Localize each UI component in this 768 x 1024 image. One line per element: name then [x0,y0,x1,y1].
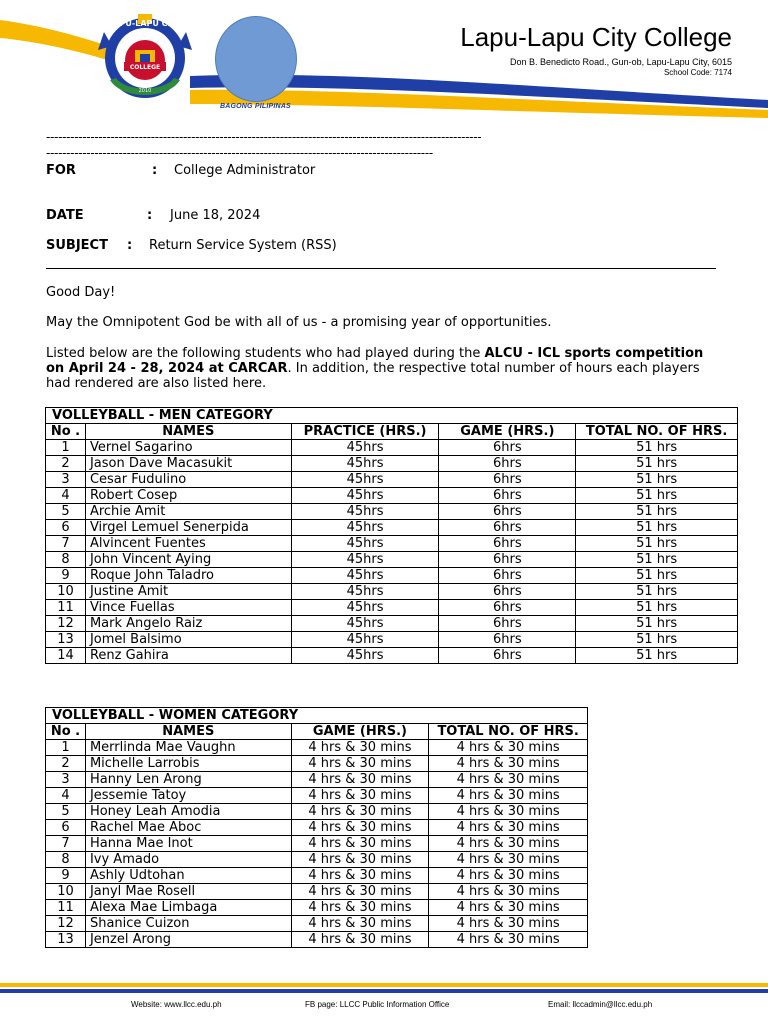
women-cell: 4 hrs & 30 mins [291,820,429,836]
men-cell: Jomel Balsimo [85,632,291,648]
women-cell: 4 hrs & 30 mins [429,852,588,868]
men-cell: 45hrs [291,632,439,648]
women-cell: 4 hrs & 30 mins [429,756,588,772]
men-cell: 45hrs [291,552,439,568]
men-cell: 51 hrs [576,488,738,504]
col-header-practice: PRACTICE (HRS.) [291,424,439,440]
date-colon: : [147,208,153,223]
col-header-game: GAME (HRS.) [439,424,576,440]
men-cell: 45hrs [291,456,439,472]
men-cell: 9 [46,568,86,584]
men-cell: 6hrs [439,552,576,568]
women-cell: Jenzel Arong [85,932,291,948]
women-cell: Rachel Mae Aboc [85,820,291,836]
men-cell: 45hrs [291,616,439,632]
women-cell: 4 hrs & 30 mins [429,788,588,804]
men-cell: Virgel Lemuel Senerpida [85,520,291,536]
men-table-row [46,456,738,472]
men-cell: 6hrs [439,472,576,488]
women-table-row [46,932,588,948]
seal-text-mid: COLLEGE [129,64,161,71]
men-table-row [46,520,738,536]
col-header-names: NAMES [85,724,291,740]
men-cell: 6hrs [439,504,576,520]
women-cell: 12 [46,916,86,932]
men-cell: 45hrs [291,440,439,456]
women-cell: 7 [46,836,86,852]
footer-email: Email: llccadmin@llcc.edu.ph [548,1000,653,1009]
intro-paragraph [46,346,716,391]
women-cell: 4 hrs & 30 mins [291,916,429,932]
men-cell: 45hrs [291,568,439,584]
women-cell: 4 hrs & 30 mins [291,740,429,756]
women-cell: 4 hrs & 30 mins [429,868,588,884]
men-table-body [46,440,738,664]
col-header-names: NAMES [85,424,291,440]
subject-value: Return Service System (RSS) [149,238,337,253]
men-cell: 5 [46,504,86,520]
bagong-pilipinas-label: BAGONG PILIPINAS [220,103,291,110]
school-code: School Code: 7174 [663,68,732,77]
men-table-row [46,472,738,488]
men-cell: 51 hrs [576,440,738,456]
men-cell: 13 [46,632,86,648]
men-cell: 51 hrs [576,472,738,488]
men-cell: 51 hrs [576,616,738,632]
women-cell: 4 hrs & 30 mins [429,820,588,836]
blessing-line: May the Omnipotent God be with all of us - a promising year of opportunities. [46,315,552,330]
college-name: Lapu-Lapu City College [460,22,732,52]
women-cell: 4 hrs & 30 mins [291,788,429,804]
men-table-row [46,648,738,664]
men-cell: 51 hrs [576,632,738,648]
men-table-row [46,552,738,568]
seal-text-top: LAPU-LAPU CITY [108,19,182,28]
for-label: FOR [46,163,76,178]
women-cell: 10 [46,884,86,900]
women-cell: 4 hrs & 30 mins [429,772,588,788]
women-cell: Hanny Len Arong [85,772,291,788]
for-value: College Administrator [174,163,316,178]
svg-text:COLLEGE [130,64,160,71]
greeting: Good Day! [46,285,116,300]
men-cell: 6hrs [439,584,576,600]
women-cell: 8 [46,852,86,868]
intro-post: . In addition, the respective total number of hours each players had rendered are also listed here. [46,361,700,391]
men-cell: 45hrs [291,648,439,664]
men-cell: 6hrs [439,632,576,648]
women-cell: 4 hrs & 30 mins [291,836,429,852]
col-header-no: No . [46,424,86,440]
men-cell: Robert Cosep [85,488,291,504]
men-cell: 45hrs [291,488,439,504]
women-cell: Michelle Larrobis [85,756,291,772]
men-table-row [46,536,738,552]
women-cell: 4 hrs & 30 mins [291,868,429,884]
men-cell: 6hrs [439,520,576,536]
date-label: DATE [46,208,84,223]
svg-text:LAPU-LAPU CITY [108,19,182,28]
svg-text:2010 [139,88,152,94]
men-cell: 12 [46,616,86,632]
men-cell: 51 hrs [576,552,738,568]
women-cell: 4 hrs & 30 mins [291,932,429,948]
women-category-table [45,707,588,948]
women-cell: 4 hrs & 30 mins [429,804,588,820]
subject-colon: : [127,238,133,253]
men-cell: 51 hrs [576,648,738,664]
women-table-row [46,868,588,884]
dash-separator-2: ------------------------------------------------------------------------------------------------ [46,146,433,160]
men-cell: Renz Gahira [85,648,291,664]
men-table-row [46,504,738,520]
women-cell: Shanice Cuizon [85,916,291,932]
men-cell: Alvincent Fuentes [85,536,291,552]
men-cell: 51 hrs [576,536,738,552]
footer-website: Website: www.llcc.edu.ph [131,1000,222,1009]
men-cell: 45hrs [291,584,439,600]
men-cell: 45hrs [291,536,439,552]
men-cell: 45hrs [291,600,439,616]
women-cell: 13 [46,932,86,948]
men-cell: 2 [46,456,86,472]
men-cell: 14 [46,648,86,664]
footer-fb-page: FB page: LLCC Public Information Office [305,1000,450,1009]
women-cell: 4 [46,788,86,804]
women-cell: 4 hrs & 30 mins [291,756,429,772]
women-table-row [46,884,588,900]
men-cell: Roque John Taladro [85,568,291,584]
women-cell: 4 hrs & 30 mins [429,740,588,756]
women-cell: 9 [46,868,86,884]
footer-band-yellow [0,983,768,987]
footer-band-blue [0,989,768,993]
women-table-row [46,772,588,788]
men-cell: 51 hrs [576,584,738,600]
men-cell: Mark Angelo Raiz [85,616,291,632]
men-cell: Vince Fuellas [85,600,291,616]
women-cell: 4 hrs & 30 mins [429,916,588,932]
women-cell: 11 [46,900,86,916]
men-table-row [46,440,738,456]
men-cell: Vernel Sagarino [85,440,291,456]
for-colon: : [152,163,158,178]
women-cell: Ivy Amado [85,852,291,868]
men-cell: 6hrs [439,616,576,632]
women-cell: 4 hrs & 30 mins [429,836,588,852]
men-cell: Cesar Fudulino [85,472,291,488]
women-cell: Alexa Mae Limbaga [85,900,291,916]
men-cell: 51 hrs [576,600,738,616]
men-cell: 4 [46,488,86,504]
men-cell: 6hrs [439,456,576,472]
men-cell: 6hrs [439,568,576,584]
women-cell: 1 [46,740,86,756]
seal-year: 2010 [138,88,152,94]
men-cell: 7 [46,536,86,552]
men-cell: 51 hrs [576,520,738,536]
men-cell: 1 [46,440,86,456]
women-cell: Ashly Udtohan [85,868,291,884]
women-cell: 4 hrs & 30 mins [291,900,429,916]
women-cell: 4 hrs & 30 mins [291,852,429,868]
col-header-game: GAME (HRS.) [291,724,429,740]
women-table-row [46,916,588,932]
intro-bold: ALCU - ICL sports competition on April 24 - 28, 2024 at CARCAR [46,346,704,376]
men-cell: 6 [46,520,86,536]
col-header-total: TOTAL NO. OF HRS. [429,724,588,740]
subject-label: SUBJECT [46,238,108,253]
women-cell: Jessemie Tatoy [85,788,291,804]
women-table-body [46,740,588,948]
women-cell: Janyl Mae Rosell [85,884,291,900]
women-cell: 4 hrs & 30 mins [291,804,429,820]
men-cell: Archie Amit [85,504,291,520]
men-table-row [46,632,738,648]
bagong-pilipinas-logo [215,16,297,102]
women-table-row [46,900,588,916]
women-cell: 4 hrs & 30 mins [429,884,588,900]
men-cell: 10 [46,584,86,600]
intro-pre: Listed below are the following students who had played during the [46,346,485,361]
men-cell: John Vincent Aying [85,552,291,568]
men-cell: Jason Dave Macasukit [85,456,291,472]
women-cell: 3 [46,772,86,788]
men-cell: 6hrs [439,488,576,504]
men-cell: 3 [46,472,86,488]
women-cell: 4 hrs & 30 mins [429,932,588,948]
women-cell: 4 hrs & 30 mins [291,772,429,788]
men-category-title: VOLLEYBALL - MEN CATEGORY [46,408,738,424]
college-seal-logo [94,10,196,102]
college-address: Don B. Benedicto Road., Gun-ob, Lapu-Lapu City, 6015 [510,57,732,67]
women-category-title: VOLLEYBALL - WOMEN CATEGORY [46,708,588,724]
men-table-row [46,600,738,616]
women-cell: Hanna Mae Inot [85,836,291,852]
women-cell: 6 [46,820,86,836]
men-table-row [46,616,738,632]
women-table-row [46,804,588,820]
men-category-table [45,407,738,664]
men-cell: 6hrs [439,440,576,456]
women-table-row [46,836,588,852]
date-value: June 18, 2024 [170,208,261,223]
women-cell: 4 hrs & 30 mins [291,884,429,900]
women-table-row [46,740,588,756]
men-cell: Justine Amit [85,584,291,600]
women-table-row [46,756,588,772]
men-table-row [46,584,738,600]
men-cell: 8 [46,552,86,568]
men-cell: 6hrs [439,600,576,616]
women-table-row [46,820,588,836]
men-cell: 51 hrs [576,568,738,584]
women-cell: 5 [46,804,86,820]
dash-separator-1: ------------------------------------------------------------------------------------------------------------ [46,130,482,144]
women-cell: Merrlinda Mae Vaughn [85,740,291,756]
subject-underline [46,268,716,269]
col-header-no: No . [46,724,86,740]
men-table-row [46,488,738,504]
men-cell: 45hrs [291,520,439,536]
women-table-row [46,852,588,868]
men-cell: 45hrs [291,472,439,488]
men-cell: 6hrs [439,648,576,664]
men-cell: 45hrs [291,504,439,520]
women-table-row [46,788,588,804]
women-cell: Honey Leah Amodia [85,804,291,820]
men-cell: 51 hrs [576,456,738,472]
col-header-total: TOTAL NO. OF HRS. [576,424,738,440]
men-table-row [46,568,738,584]
women-cell: 4 hrs & 30 mins [429,900,588,916]
women-cell: 2 [46,756,86,772]
men-cell: 6hrs [439,536,576,552]
men-cell: 11 [46,600,86,616]
men-header-row [46,424,738,440]
men-cell: 51 hrs [576,504,738,520]
women-header-row [46,724,588,740]
